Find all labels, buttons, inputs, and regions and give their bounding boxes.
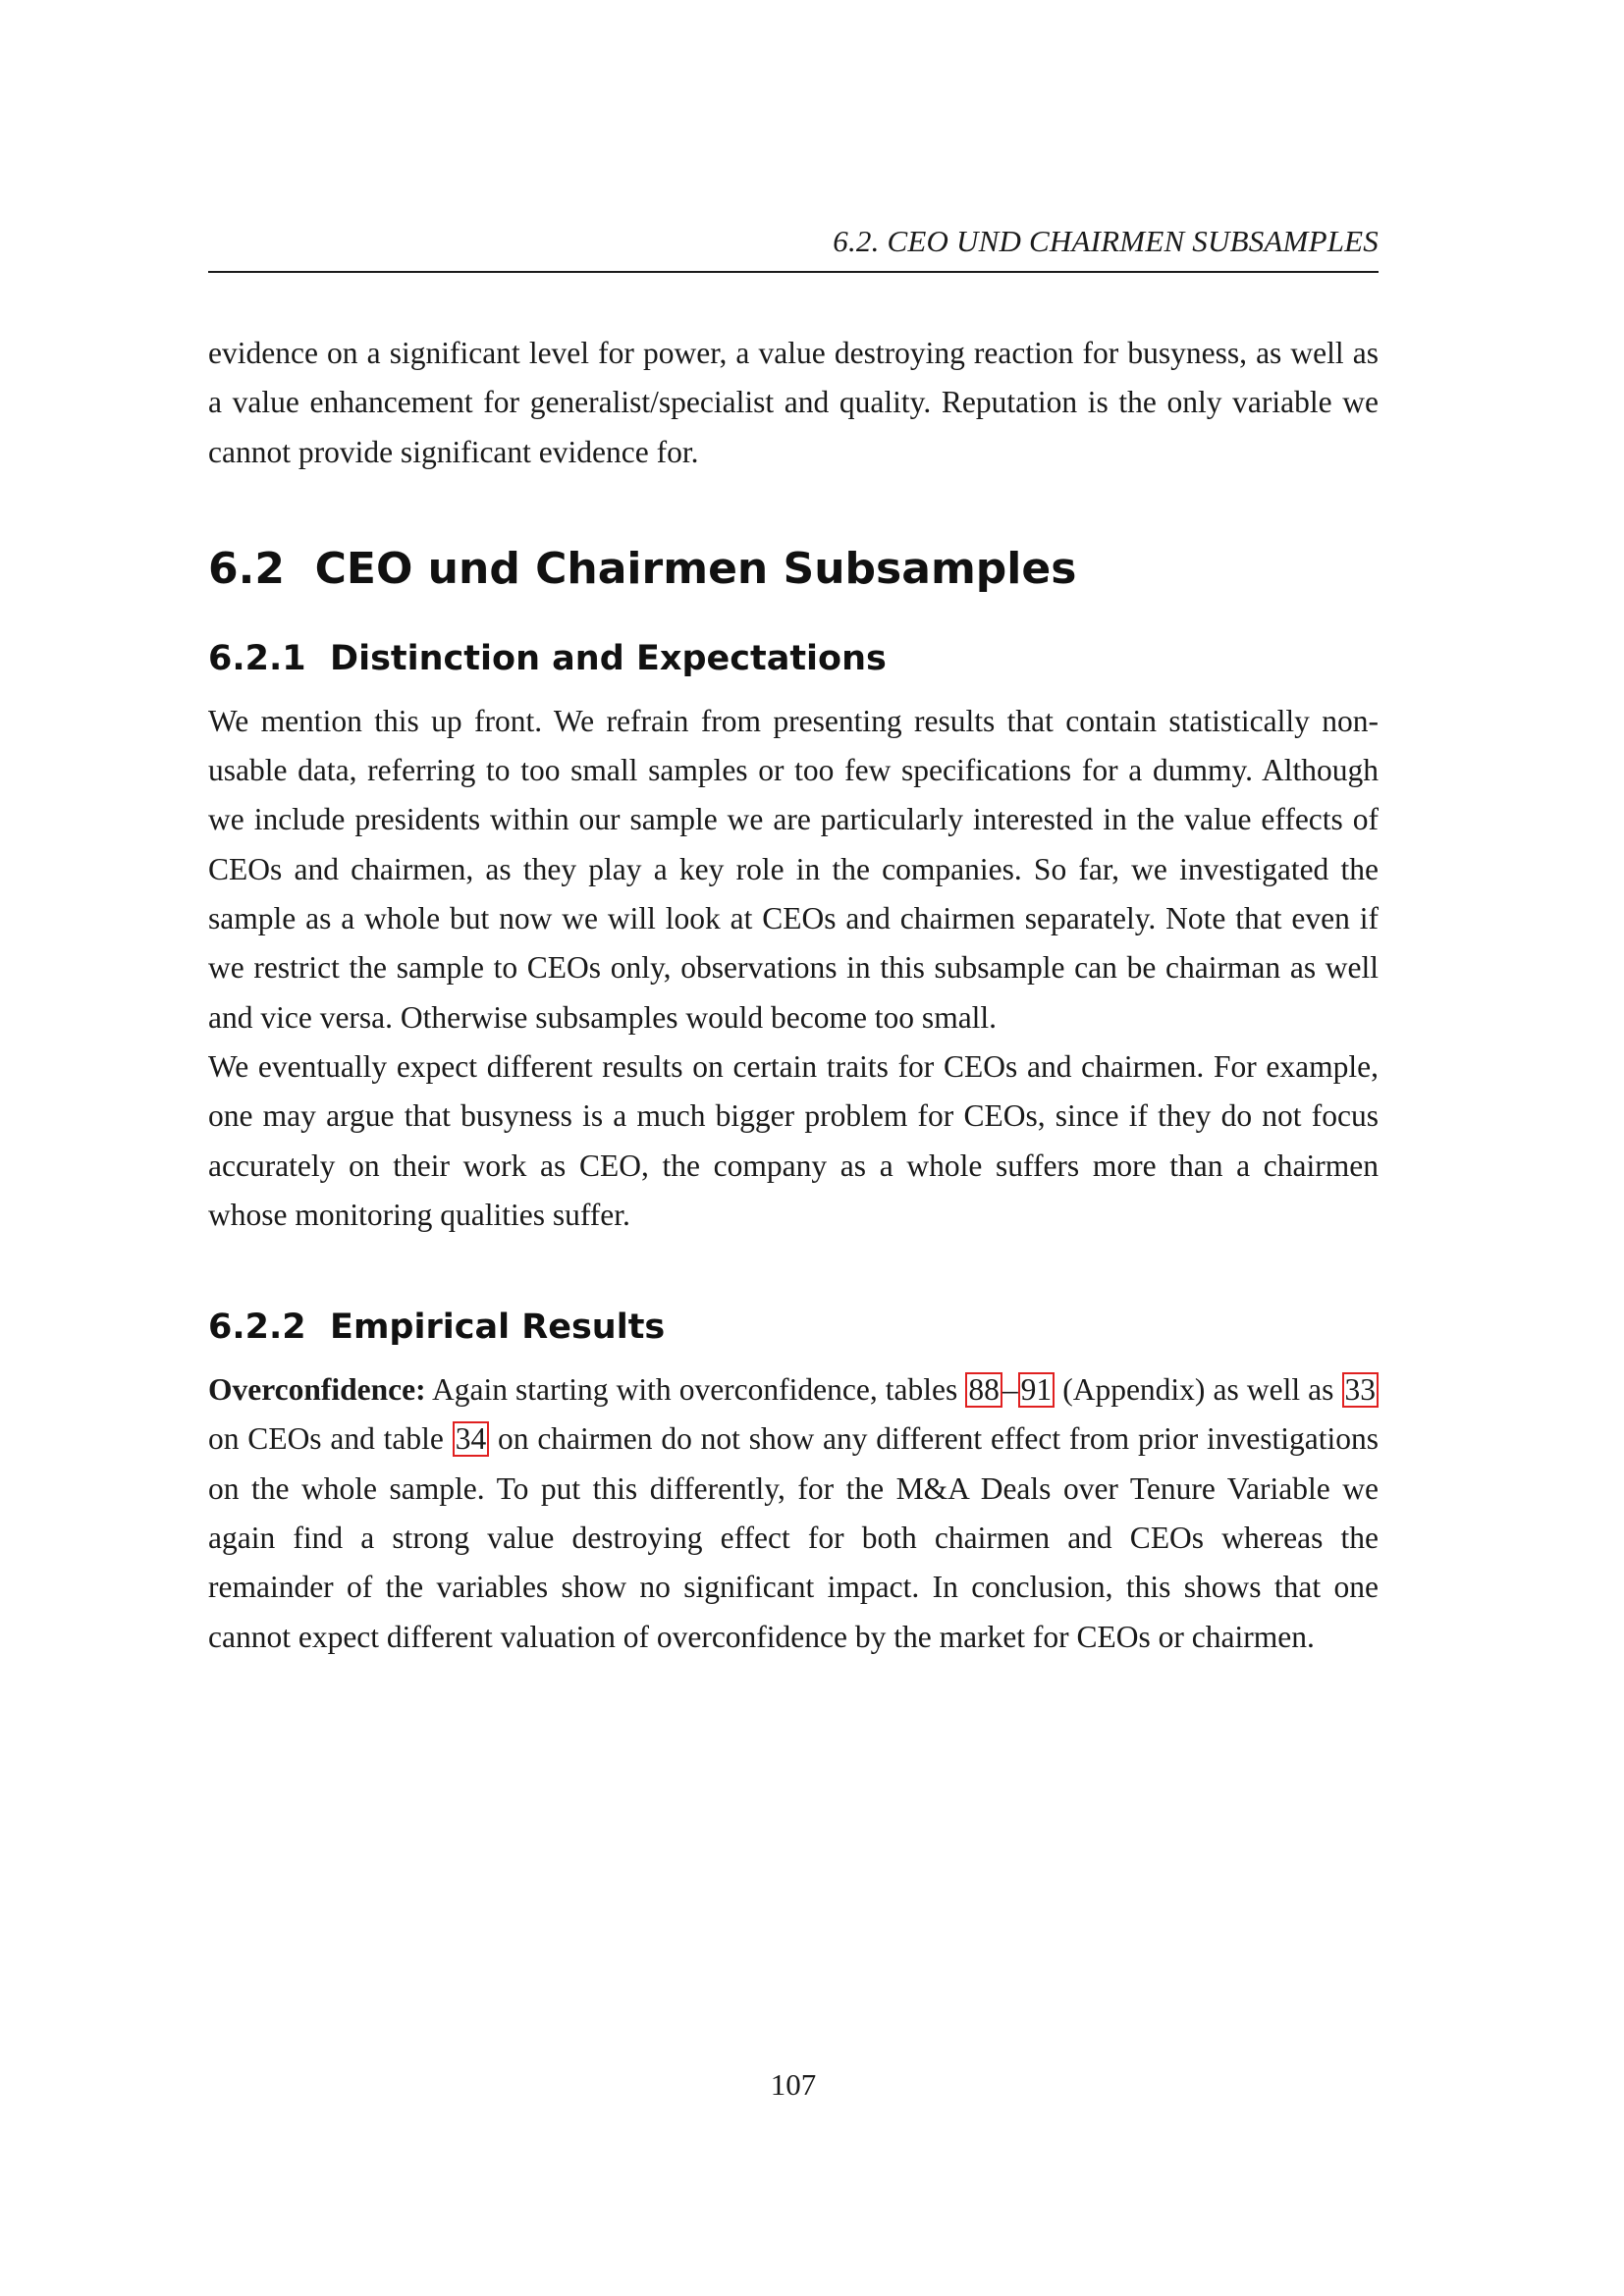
subsection-title: Empirical Results [330,1308,666,1348]
table-link-88[interactable]: 88 [965,1372,1002,1408]
section-heading [208,542,1379,597]
page-number: 107 [770,2067,817,2102]
subsection-number: 6.2.2 [208,1308,306,1348]
subsection-title: Distinction and Expectations [330,638,887,678]
paragraph-lead: Overconfidence: [208,1372,426,1408]
range-dash: – [1001,1372,1018,1408]
empirical-paragraph [208,1365,1379,1662]
paragraph-text: on CEOs and table [208,1421,453,1457]
paragraph-text: on chairmen do not show any different effect from prior investigations on the whole sample. To put this differently, for the M&A Deals over Tenure Variable we again find a strong value destroying effect for both chairmen and CEOs whereas the remainder of the variables show no significant impact. In conclusion, this shows that one cannot expect different valuation of overconfidence by the market for CEOs or chairmen. [208,1421,1379,1654]
table-link-34[interactable]: 34 [453,1421,490,1457]
subsection-heading-empirical [208,1305,1379,1350]
page-content [208,329,1379,1662]
header-rule [208,271,1379,273]
section-number: 6.2 [208,543,285,594]
document-page [208,0,1379,2296]
section-title: CEO und Chairmen Subsamples [314,543,1077,594]
paragraph-text: (Appendix) as well as [1055,1372,1342,1408]
distinction-paragraph-1: We mention this up front. We refrain from presenting results that contain statistically non-usable data, referring to too small samples or too few specifications for a dummy. Although we include presidents within our sample we are particularly interested in the value effects of CEOs and chairmen, as they play a key role in the companies. So far, we investigated the sample as a whole but now we will look at CEOs and chairmen separately. Note that even if we restrict the sample to CEOs only, observations in this subsample can be chairman as well and vice versa. Otherwise subsamples would become too small. [208,703,1379,1035]
subsection-heading-distinction [208,636,1379,681]
intro-paragraph: evidence on a significant level for power, a value destroying reaction for busyness, as well as a value enhancement for generalist/specialist and quality. Reputation is the only variable we cannot provide significant evidence for. [208,336,1379,469]
running-header: 6.2. CEO UND CHAIRMEN SUBSAMPLES [833,224,1379,258]
table-link-91[interactable]: 91 [1018,1372,1056,1408]
paragraph-text: Again starting with overconfidence, tables [425,1372,966,1408]
distinction-paragraph-2: We eventually expect different results on certain traits for CEOs and chairmen. For example, one may argue that busyness is a much bigger problem for CEOs, since if they do not focus accurately on their work as CEO, the company as a whole suffers more than a chairmen whose monitoring qualities suffer. [208,1048,1379,1232]
subsection-number: 6.2.1 [208,638,306,678]
table-link-33[interactable]: 33 [1342,1372,1380,1408]
